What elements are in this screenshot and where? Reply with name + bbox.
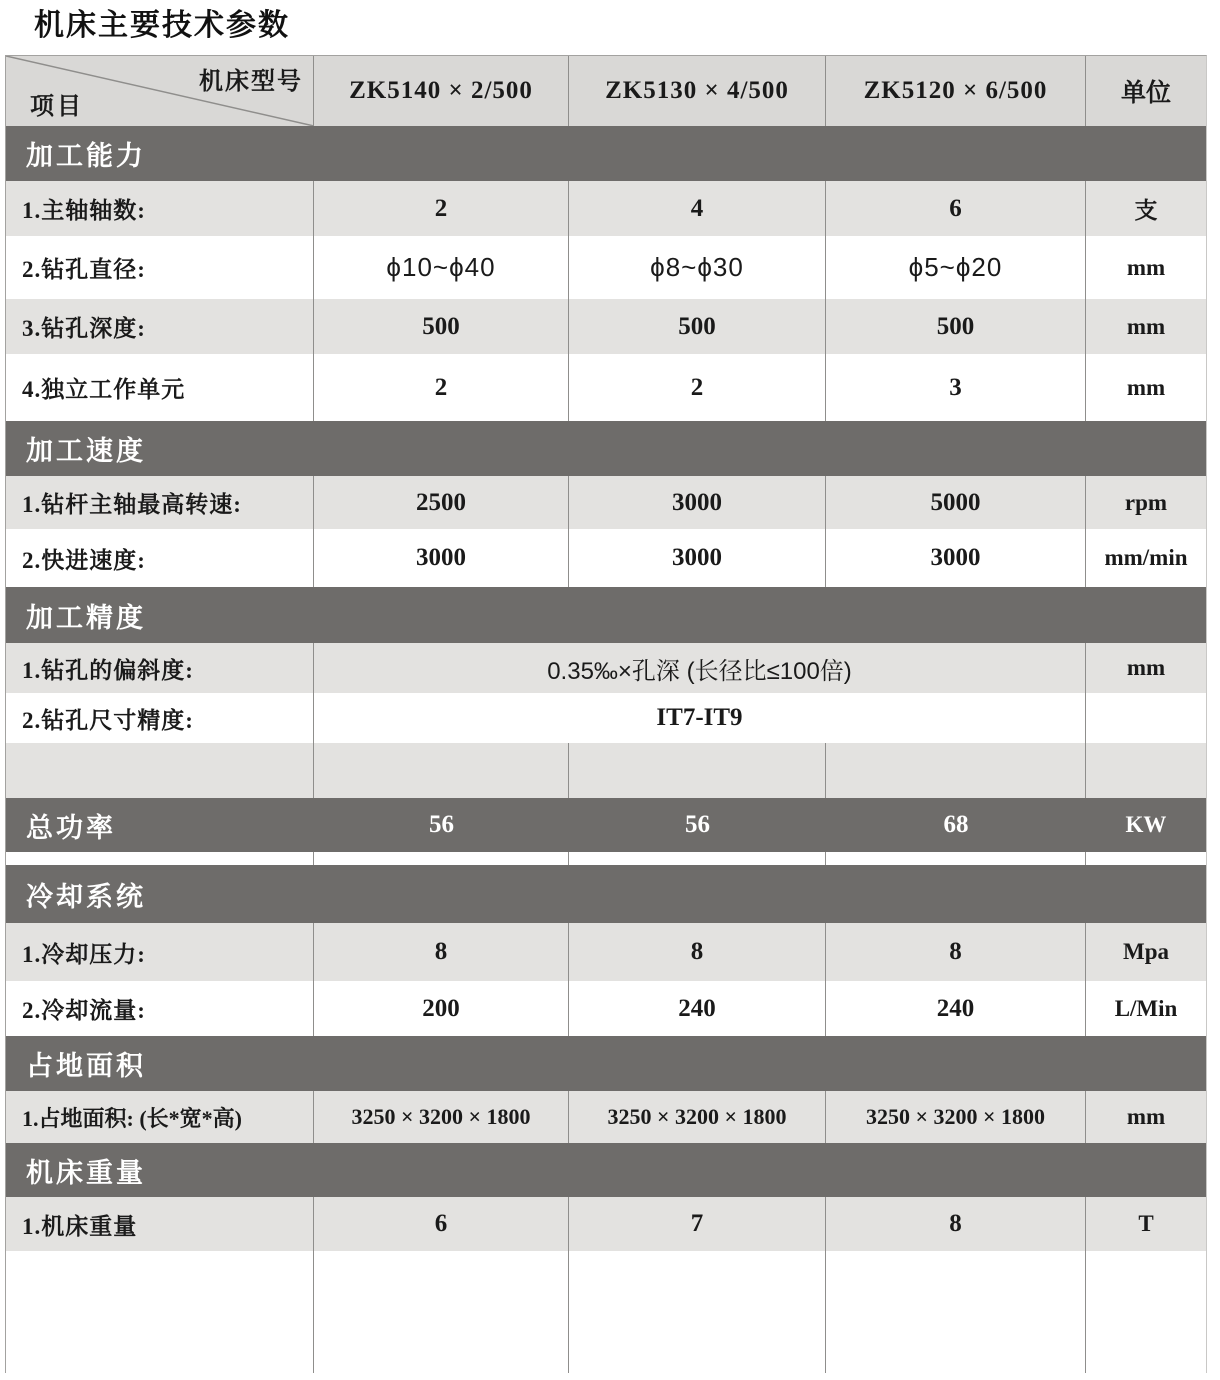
column-header-zk5120: ZK5120 × 6/500 xyxy=(826,56,1086,126)
corner-label-machine-model: 机床型号 xyxy=(199,69,303,95)
cell-value: 8 xyxy=(569,923,826,981)
row-label: 2.冷却流量: xyxy=(6,981,314,1036)
row-label: 4.独立工作单元 xyxy=(6,354,314,421)
table-row-rapid-speed xyxy=(6,529,1206,587)
row-label: 1.机床重量 xyxy=(6,1197,314,1251)
section-title: 加工速度 xyxy=(26,436,146,466)
section-header-cooling xyxy=(6,865,1206,923)
cell-value: 8 xyxy=(826,1197,1086,1251)
table-row-footprint xyxy=(6,1091,1206,1143)
empty-cell xyxy=(6,743,314,798)
row-label: 2.钻孔直径: xyxy=(6,236,314,299)
bottom-empty-area xyxy=(6,1251,1206,1373)
cell-value: 500 xyxy=(826,299,1086,354)
cell-unit: L/Min xyxy=(1086,981,1206,1036)
cell-value: 3250 × 3200 × 1800 xyxy=(826,1091,1086,1143)
cell-value: 2 xyxy=(314,354,569,421)
cell-value: 240 xyxy=(826,981,1086,1036)
cell-unit: mm/min xyxy=(1086,529,1206,587)
empty-cell xyxy=(314,1251,569,1373)
table-row-machine-weight xyxy=(6,1197,1206,1251)
corner-label-item: 项目 xyxy=(30,94,84,120)
cell-merged-value: IT7-IT9 xyxy=(314,693,1086,743)
empty-cell xyxy=(6,1251,314,1373)
column-header-unit: 单位 xyxy=(1086,56,1206,126)
row-label: 3.钻孔深度: xyxy=(6,299,314,354)
table-row-dimension-precision xyxy=(6,693,1206,743)
cell-unit: mm xyxy=(1086,236,1206,299)
cell-value: 200 xyxy=(314,981,569,1036)
empty-cell xyxy=(569,1251,826,1373)
empty-cell xyxy=(314,852,569,865)
cell-value: ϕ5~ϕ20 xyxy=(826,236,1086,299)
table-header-row xyxy=(6,56,1206,126)
row-label: 1.占地面积: (长*宽*高) xyxy=(6,1091,314,1143)
empty-cell xyxy=(569,852,826,865)
empty-cell xyxy=(569,743,826,798)
cell-value: 68 xyxy=(943,811,969,838)
cell-value: 3000 xyxy=(569,476,826,529)
section-title: 占地面积 xyxy=(26,1051,146,1081)
cell-value: 6 xyxy=(314,1197,569,1251)
cell-value: 2 xyxy=(569,354,826,421)
empty-cell xyxy=(6,852,314,865)
row-label: 1.钻杆主轴最高转速: xyxy=(6,476,314,529)
table-row-total-power xyxy=(6,798,1206,852)
cell-unit: T xyxy=(1086,1197,1206,1251)
cell-value: 56 xyxy=(429,811,454,838)
cell-unit: rpm xyxy=(1086,476,1206,529)
empty-cell xyxy=(826,743,1086,798)
cell-value: 3250 × 3200 × 1800 xyxy=(569,1091,826,1143)
table-row-spindle-count xyxy=(6,181,1206,236)
page-title: 机床主要技术参数 xyxy=(34,9,290,42)
cell-value: 6 xyxy=(826,181,1086,236)
column-header-zk5130: ZK5130 × 4/500 xyxy=(569,56,826,126)
cell-value: 5000 xyxy=(826,476,1086,529)
row-label: 总功率 xyxy=(26,812,116,843)
cell-value: 2500 xyxy=(314,476,569,529)
cell-value: 2 xyxy=(314,181,569,236)
section-header-capability xyxy=(6,126,1206,181)
section-header-footprint xyxy=(6,1036,1206,1091)
cell-unit: mm xyxy=(1086,643,1206,693)
section-header-precision xyxy=(6,587,1206,643)
section-title: 冷却系统 xyxy=(26,881,146,912)
cell-value: 3000 xyxy=(569,529,826,587)
cell-value: 240 xyxy=(569,981,826,1036)
cell-unit: KW xyxy=(1125,812,1167,837)
empty-cell xyxy=(1086,852,1206,865)
column-header-zk5140: ZK5140 × 2/500 xyxy=(314,56,569,126)
cell-value: ϕ10~ϕ40 xyxy=(314,236,569,299)
cell-value: 3250 × 3200 × 1800 xyxy=(314,1091,569,1143)
cell-unit: mm xyxy=(1086,1091,1206,1143)
cell-unit: 支 xyxy=(1086,181,1206,236)
table-row-work-units xyxy=(6,354,1206,421)
row-label: 2.快进速度: xyxy=(6,529,314,587)
empty-cell xyxy=(826,852,1086,865)
cell-unit: mm xyxy=(1086,299,1206,354)
section-title: 机床重量 xyxy=(26,1157,146,1188)
table-row-max-spindle-speed xyxy=(6,476,1206,529)
table-row-drill-depth xyxy=(6,299,1206,354)
cell-value: 3000 xyxy=(826,529,1086,587)
table-row-cooling-flow xyxy=(6,981,1206,1036)
cell-unit: Mpa xyxy=(1086,923,1206,981)
cell-unit: mm xyxy=(1086,354,1206,421)
table-row-hole-deviation xyxy=(6,643,1206,693)
cell-value: 500 xyxy=(314,299,569,354)
row-label: 1.钻孔的偏斜度: xyxy=(6,643,314,693)
cell-value: 56 xyxy=(685,811,710,838)
cell-value: 4 xyxy=(569,181,826,236)
cell-value: 8 xyxy=(314,923,569,981)
section-header-speed xyxy=(6,421,1206,476)
row-label: 2.钻孔尺寸精度: xyxy=(6,693,314,743)
cell-value: 3000 xyxy=(314,529,569,587)
section-header-weight xyxy=(6,1143,1206,1197)
section-title: 加工能力 xyxy=(26,141,146,171)
cell-unit xyxy=(1086,693,1206,743)
row-label: 1.冷却压力: xyxy=(6,923,314,981)
cell-value: 500 xyxy=(569,299,826,354)
empty-cell xyxy=(1086,1251,1206,1373)
empty-cell xyxy=(314,743,569,798)
empty-cell xyxy=(826,1251,1086,1373)
gap-row xyxy=(6,852,1206,865)
cell-value: 3 xyxy=(826,354,1086,421)
row-label: 1.主轴轴数: xyxy=(6,181,314,236)
table-row-drill-diameter xyxy=(6,236,1206,299)
empty-cell xyxy=(1086,743,1206,798)
cell-merged-value: 0.35‰×孔深 (长径比≤100倍) xyxy=(314,643,1086,693)
cell-value: 7 xyxy=(569,1197,826,1251)
corner-header-cell xyxy=(6,56,314,126)
cell-value: ϕ8~ϕ30 xyxy=(569,236,826,299)
empty-spacer-row xyxy=(6,743,1206,798)
spec-table xyxy=(5,55,1207,1373)
table-row-cooling-pressure xyxy=(6,923,1206,981)
cell-value: 8 xyxy=(826,923,1086,981)
section-title: 加工精度 xyxy=(26,602,146,633)
